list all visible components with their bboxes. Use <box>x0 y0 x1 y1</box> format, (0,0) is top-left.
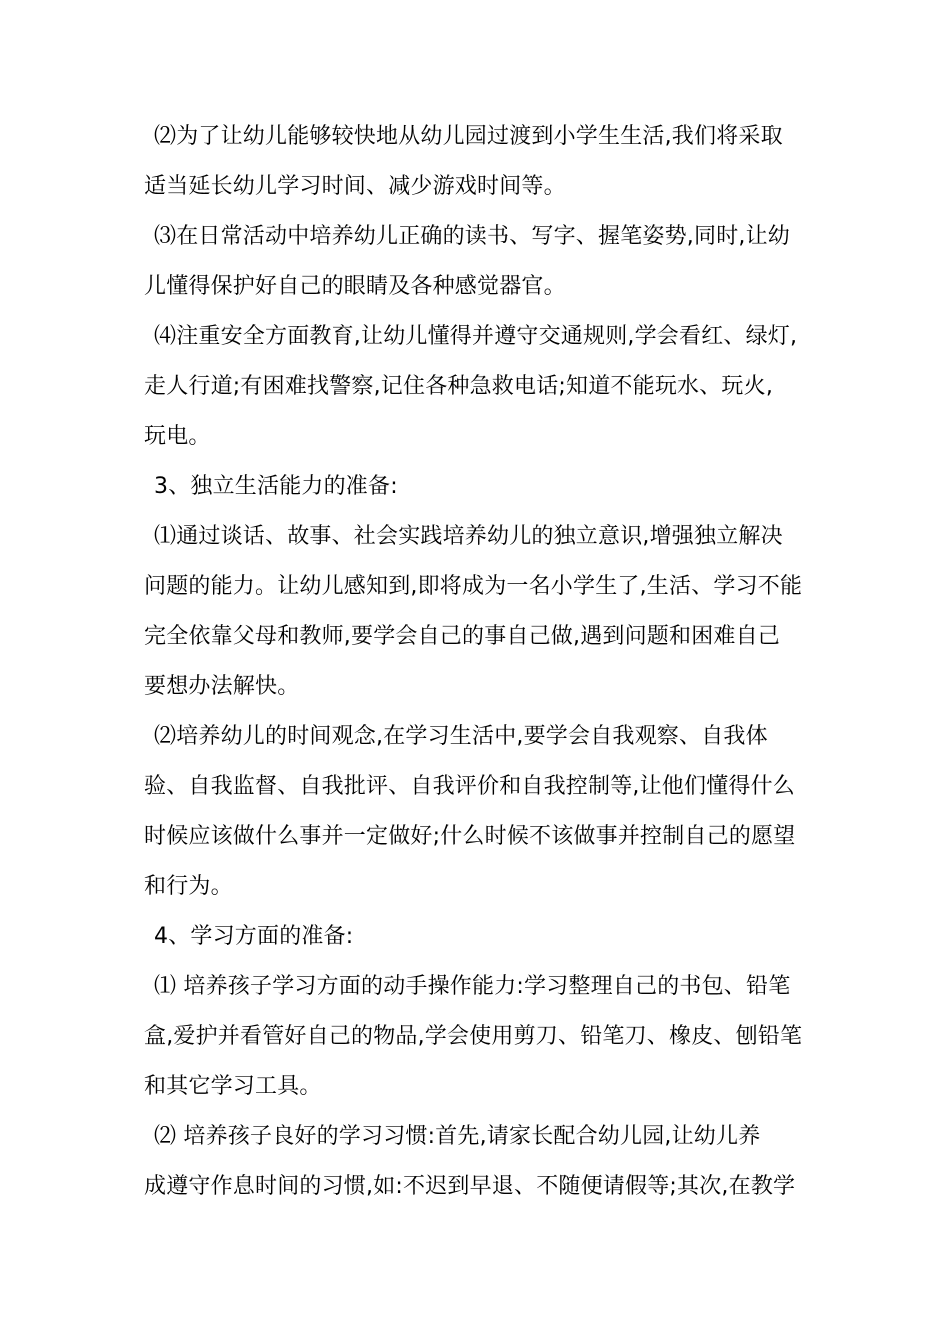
text-line: ⑴ 培养孩子学习方面的动手操作能力:学习整理自己的书包、铅笔 <box>154 974 791 999</box>
text-line: 成遵守作息时间的习惯,如:不迟到早退、不随便请假等;其次,在教学 <box>144 1174 796 1199</box>
text-line: 走人行道;有困难找警察,记住各种急救电话;知道不能玩水、玩火, <box>144 374 774 399</box>
text-line: ⑷注重安全方面教育,让幼儿懂得并遵守交通规则,学会看红、绿灯, <box>154 324 798 349</box>
text-line: 问题的能力。让幼儿感知到,即将成为一名小学生了,生活、学习不能 <box>144 574 803 599</box>
text-line: 儿懂得保护好自己的眼睛及各种感觉器官。 <box>144 274 566 299</box>
text-line: 适当延长幼儿学习时间、减少游戏时间等。 <box>144 174 566 199</box>
text-line: ⑴通过谈话、故事、社会实践培养幼儿的独立意识,增强独立解决 <box>154 524 783 549</box>
text-line: ⑵培养幼儿的时间观念,在学习生活中,要学会自我观察、自我体 <box>154 724 768 749</box>
text-line: ⑵ 培养孩子良好的学习习惯:首先,请家长配合幼儿园,让幼儿养 <box>154 1124 761 1149</box>
text-line: ⑵为了让幼儿能够较快地从幼儿园过渡到小学生生活,我们将采取 <box>154 124 783 149</box>
section-heading: 4、学习方面的准备: <box>154 924 354 949</box>
text-line: 和其它学习工具。 <box>144 1074 322 1099</box>
text-line: 和行为。 <box>144 874 233 899</box>
text-line: 要想办法解快。 <box>144 674 300 699</box>
section-heading: 3、独立生活能力的准备: <box>154 474 398 499</box>
text-line: 盒,爱护并看管好自己的物品,学会使用剪刀、铅笔刀、橡皮、刨铅笔 <box>144 1024 803 1049</box>
text-line: 完全依靠父母和教师,要学会自己的事自己做,遇到问题和困难自己 <box>144 624 780 649</box>
text-line: 时候应该做什么事并一定做好;什么时候不该做事并控制自己的愿望 <box>144 824 796 849</box>
text-line: ⑶在日常活动中培养幼儿正确的读书、写字、握笔姿势,同时,让幼 <box>154 224 790 249</box>
text-line: 玩电。 <box>144 424 211 449</box>
text-line: 验、自我监督、自我批评、自我评价和自我控制等,让他们懂得什么 <box>144 774 795 799</box>
document-body <box>144 112 812 1212</box>
